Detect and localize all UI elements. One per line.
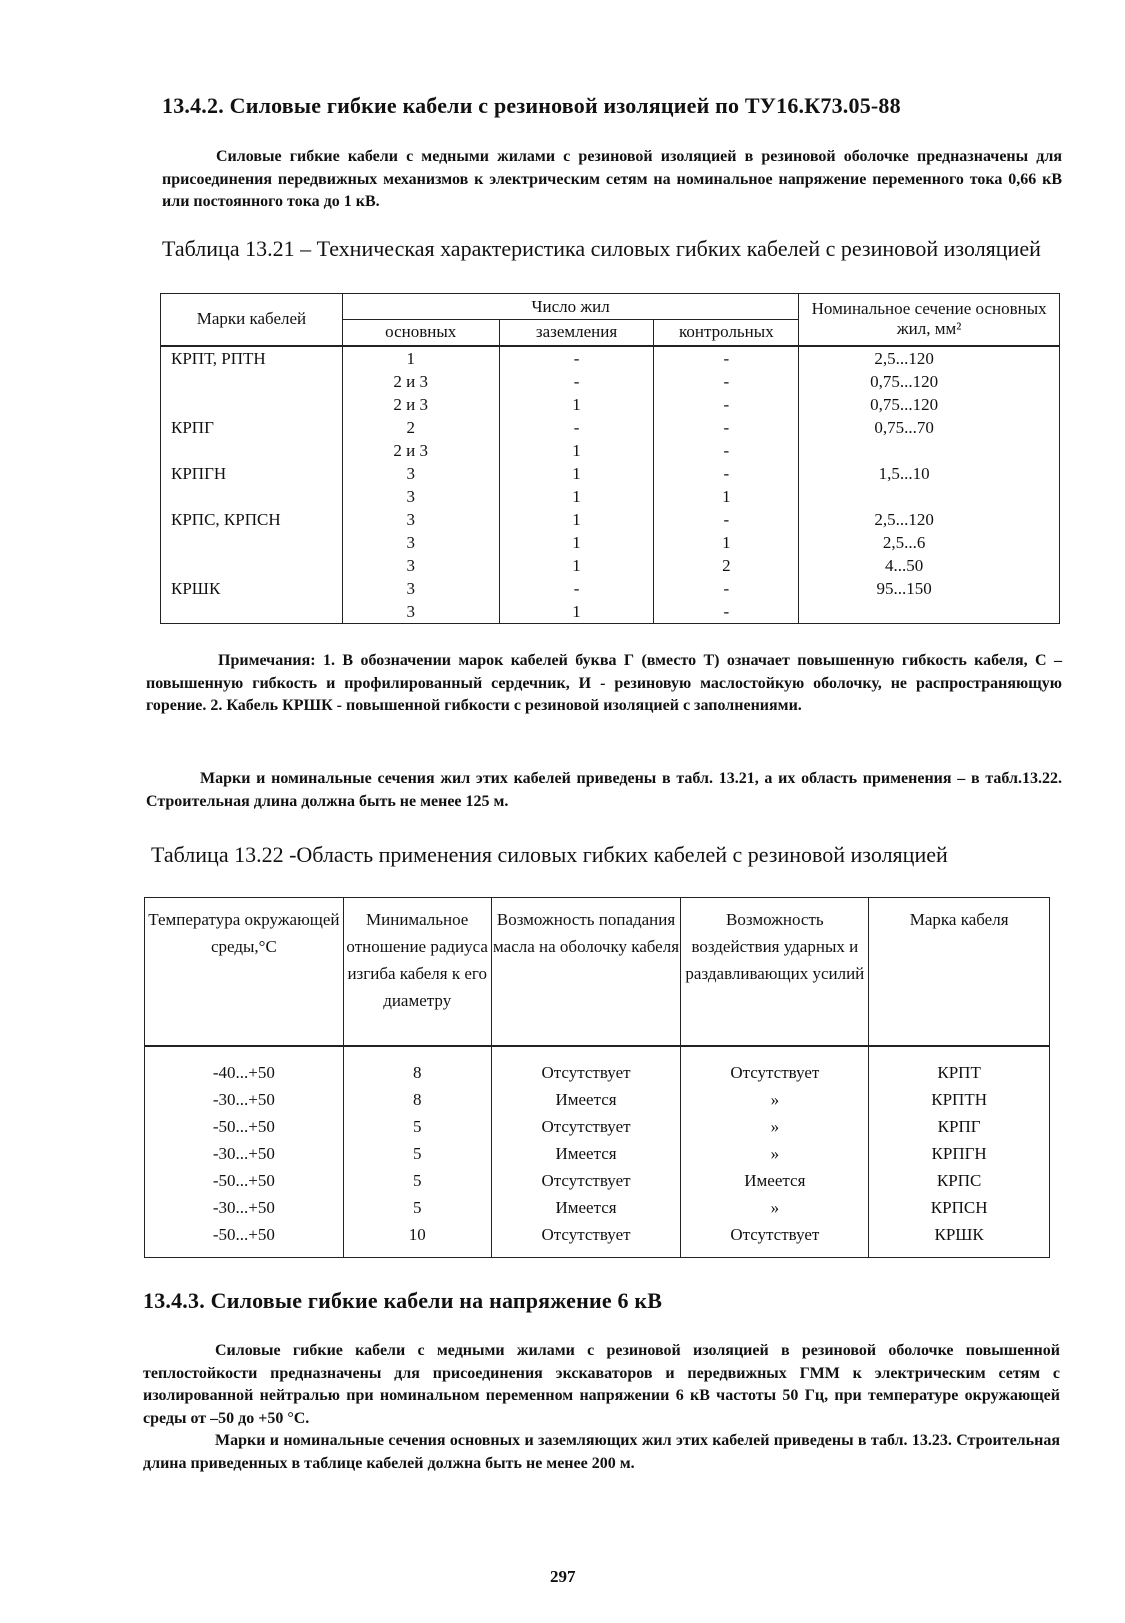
table-cell: 1: [572, 486, 581, 506]
table-cell: КРШК: [934, 1224, 984, 1244]
table-cell: 1: [572, 555, 581, 575]
table-cell: -: [723, 394, 730, 414]
table-cell: -: [723, 509, 730, 529]
table-cell: Отсутствует: [730, 1224, 820, 1244]
table-cell: 0,75...120: [870, 394, 939, 414]
table-cell: 3: [406, 578, 415, 598]
header-oil-exposure: Возможность попадания масла на оболочку кабеля: [491, 898, 681, 1046]
table-cell: [799, 600, 1059, 623]
table-cell: Отсутствует: [541, 1116, 631, 1136]
table-cell: Отсутствует: [730, 1062, 820, 1082]
table-cell: 1: [722, 532, 731, 552]
column-ground-cores: [499, 346, 654, 624]
table-cell: 0,75...120: [870, 371, 939, 391]
table-cell: [161, 393, 342, 416]
table-cell: 1: [572, 601, 581, 621]
table-cell: 1: [572, 509, 581, 529]
table-cell: 3: [406, 532, 415, 552]
table-cell: -40...+50: [212, 1062, 275, 1082]
notes-paragraph: [146, 650, 1062, 718]
table-cell: Имеется: [744, 1170, 806, 1190]
table-cell: 2: [722, 555, 731, 575]
column-nominal-section: [799, 346, 1060, 624]
notes-paragraph-text: Примечания: 1. В обозначении марок кабелей буква Г (вместо Т) означает повышенную гибкость кабеля, С – повышенную гибкость и профилированный сердечник, И - резиновую маслостойкую оболочку, не распространяющую горение. 2. Кабель КРШК - повышенной гибкости с резиновой изоляцией с заполнениями.: [146, 652, 1062, 714]
table-cell: 8: [412, 1089, 422, 1109]
table-cell: »: [770, 1089, 780, 1109]
header-impact-exposure: Возможность воздействия ударных и раздавливающих усилий: [681, 898, 869, 1046]
header-cable-marks: Марки кабелей: [161, 294, 343, 346]
table-cell: Имеется: [555, 1197, 617, 1217]
table-cell: [161, 600, 342, 623]
table-cell: Отсутствует: [541, 1170, 631, 1190]
table-cell: -: [723, 463, 730, 483]
intro-paragraph-text: Силовые гибкие кабели с медными жилами с резиновой изоляцией в резиновой оболочке предназначены для присоединения передвижных механизмов к электрическим сетям на номинальное напряжение переменного тока 0,66 кВ или постоянного тока до 1 кВ.: [162, 148, 1062, 210]
header-cable-mark: Марка кабеля: [869, 898, 1050, 1046]
table-cell: [799, 485, 1059, 508]
table-cell: Имеется: [555, 1143, 617, 1163]
table-cell: 3: [406, 555, 415, 575]
table-cell: 4...50: [885, 555, 924, 575]
table-cell: 1: [572, 532, 581, 552]
section-heading-13-4-2: 13.4.2. Силовые гибкие кабели с резиновой изоляцией по ТУ16.К73.05-88: [162, 93, 901, 118]
table-13-21: [160, 293, 1060, 624]
table-cell: -: [723, 440, 730, 460]
table-cell: [161, 370, 342, 393]
table-cell: 5: [412, 1116, 422, 1136]
table-cell: КРПС: [936, 1170, 982, 1190]
voltage-paragraph: [143, 1340, 1060, 1430]
table-cell: 2 и 3: [393, 371, 429, 391]
table-cell: »: [770, 1197, 780, 1217]
length-paragraph: [143, 1430, 1060, 1475]
table-cell: 3: [406, 486, 415, 506]
table-cell: 2 и 3: [393, 394, 429, 414]
table-cell: 2,5...120: [874, 348, 934, 368]
table-cell: 10: [408, 1224, 426, 1244]
marks-paragraph: [146, 768, 1062, 813]
table-cell: 2,5...120: [874, 509, 934, 529]
table-cell: 5: [412, 1143, 422, 1163]
intro-paragraph: [162, 146, 1062, 214]
table-cell: 3: [406, 463, 415, 483]
table-13-21-caption: Таблица 13.21 – Техническая характеристика силовых гибких кабелей с резиновой изоляцией: [162, 236, 1041, 261]
table-cell: 1,5...10: [878, 463, 930, 483]
header-core-count: Число жил: [342, 294, 798, 320]
table-cell: КРПГ: [171, 417, 214, 437]
table-cell: КРШК: [171, 578, 221, 598]
table-cell: 5: [412, 1197, 422, 1217]
column-cable-marks: [161, 346, 343, 624]
table-13-22-caption: Таблица 13.22 -Область применения силовых гибких кабелей с резиновой изоляцией: [151, 842, 948, 867]
table-cell: -30...+50: [212, 1089, 275, 1109]
table-cell: КРПС, КРПСН: [171, 509, 281, 529]
column-main-cores: [342, 346, 499, 624]
table-cell: -50...+50: [212, 1224, 275, 1244]
table-cell: -: [573, 348, 580, 368]
table-cell: -50...+50: [212, 1116, 275, 1136]
header-ground-cores: заземления: [499, 320, 654, 346]
table-cell: КРПГ: [937, 1116, 981, 1136]
voltage-paragraph-text: Силовые гибкие кабели с медными жилами с резиновой изоляцией в резиновой оболочке повышенной теплостойкости предназначены для присоединения экскаваторов и передвижных ГММ к электрическим сетям с изолированной нейтралью при номинальном переменном напряжении 6 кВ частоты 50 Гц, при температуре окружающей среды от –50 до +50 °С.: [143, 1342, 1060, 1427]
table-cell: КРПГН: [171, 463, 227, 483]
table-cell: -: [723, 601, 730, 621]
table-cell: 0,75...70: [874, 417, 934, 437]
table-cell: 2 и 3: [393, 440, 429, 460]
section-heading-13-4-3: 13.4.3. Силовые гибкие кабели на напряжение 6 кВ: [143, 1288, 663, 1313]
table-cell: -: [573, 578, 580, 598]
table-cell: -50...+50: [212, 1170, 275, 1190]
table-cell: -30...+50: [212, 1197, 275, 1217]
table-cell: КРПТ: [937, 1062, 981, 1082]
table-cell: -: [723, 371, 730, 391]
page-number: 297: [550, 1567, 576, 1586]
table-cell: -: [723, 348, 730, 368]
table-cell: »: [770, 1143, 780, 1163]
table-cell: 1: [572, 394, 581, 414]
table-cell: [161, 554, 342, 577]
header-bend-radius: Минимальное отношение радиуса изгиба кабеля к его диаметру: [343, 898, 491, 1046]
table-cell: КРПСН: [930, 1197, 988, 1217]
column-oil-exposure: [491, 1046, 681, 1258]
header-main-cores: основных: [342, 320, 499, 346]
column-control-cores: [654, 346, 799, 624]
column-temperature: [145, 1046, 344, 1258]
header-control-cores: контрольных: [654, 320, 799, 346]
table-cell: КРПГН: [931, 1143, 987, 1163]
column-cable-mark: [869, 1046, 1050, 1258]
table-cell: -: [573, 417, 580, 437]
table-cell: 1: [572, 440, 581, 460]
table-cell: »: [770, 1116, 780, 1136]
table-cell: 1: [572, 463, 581, 483]
table-cell: [799, 439, 1059, 462]
table-cell: -30...+50: [212, 1143, 275, 1163]
table-cell: 2: [406, 417, 415, 437]
table-cell: 1: [406, 348, 415, 368]
table-13-22: [144, 897, 1050, 1258]
column-bend-radius: [343, 1046, 491, 1258]
table-cell: Имеется: [555, 1089, 617, 1109]
table-cell: -: [723, 417, 730, 437]
marks-paragraph-text: Марки и номинальные сечения жил этих кабелей приведены в табл. 13.21, а их область применения – в табл.13.22. Строительная длина должна быть не менее 125 м.: [146, 770, 1062, 810]
table-cell: 2,5...6: [882, 532, 926, 552]
table-cell: Отсутствует: [541, 1224, 631, 1244]
table-cell: 3: [406, 601, 415, 621]
table-cell: КРПТ, РПТН: [171, 348, 266, 368]
table-cell: [161, 531, 342, 554]
table-cell: Отсутствует: [541, 1062, 631, 1082]
table-cell: КРПТН: [931, 1089, 987, 1109]
table-cell: [161, 485, 342, 508]
table-cell: -: [723, 578, 730, 598]
table-cell: 1: [722, 486, 731, 506]
length-paragraph-text: Марки и номинальные сечения основных и заземляющих жил этих кабелей приведены в табл. 13.23. Строительная длина приведенных в таблице кабелей должна быть не менее 200 м.: [143, 1432, 1060, 1472]
table-cell: 95...150: [876, 578, 932, 598]
table-cell: 8: [412, 1062, 422, 1082]
table-cell: 5: [412, 1170, 422, 1190]
header-nominal-section: Номинальное сечение основных жил, мм²: [799, 294, 1060, 346]
header-temperature: Температура окружающей среды,°С: [145, 898, 344, 1046]
table-cell: -: [573, 371, 580, 391]
table-cell: [161, 439, 342, 462]
table-cell: 3: [406, 509, 415, 529]
column-impact-exposure: [681, 1046, 869, 1258]
